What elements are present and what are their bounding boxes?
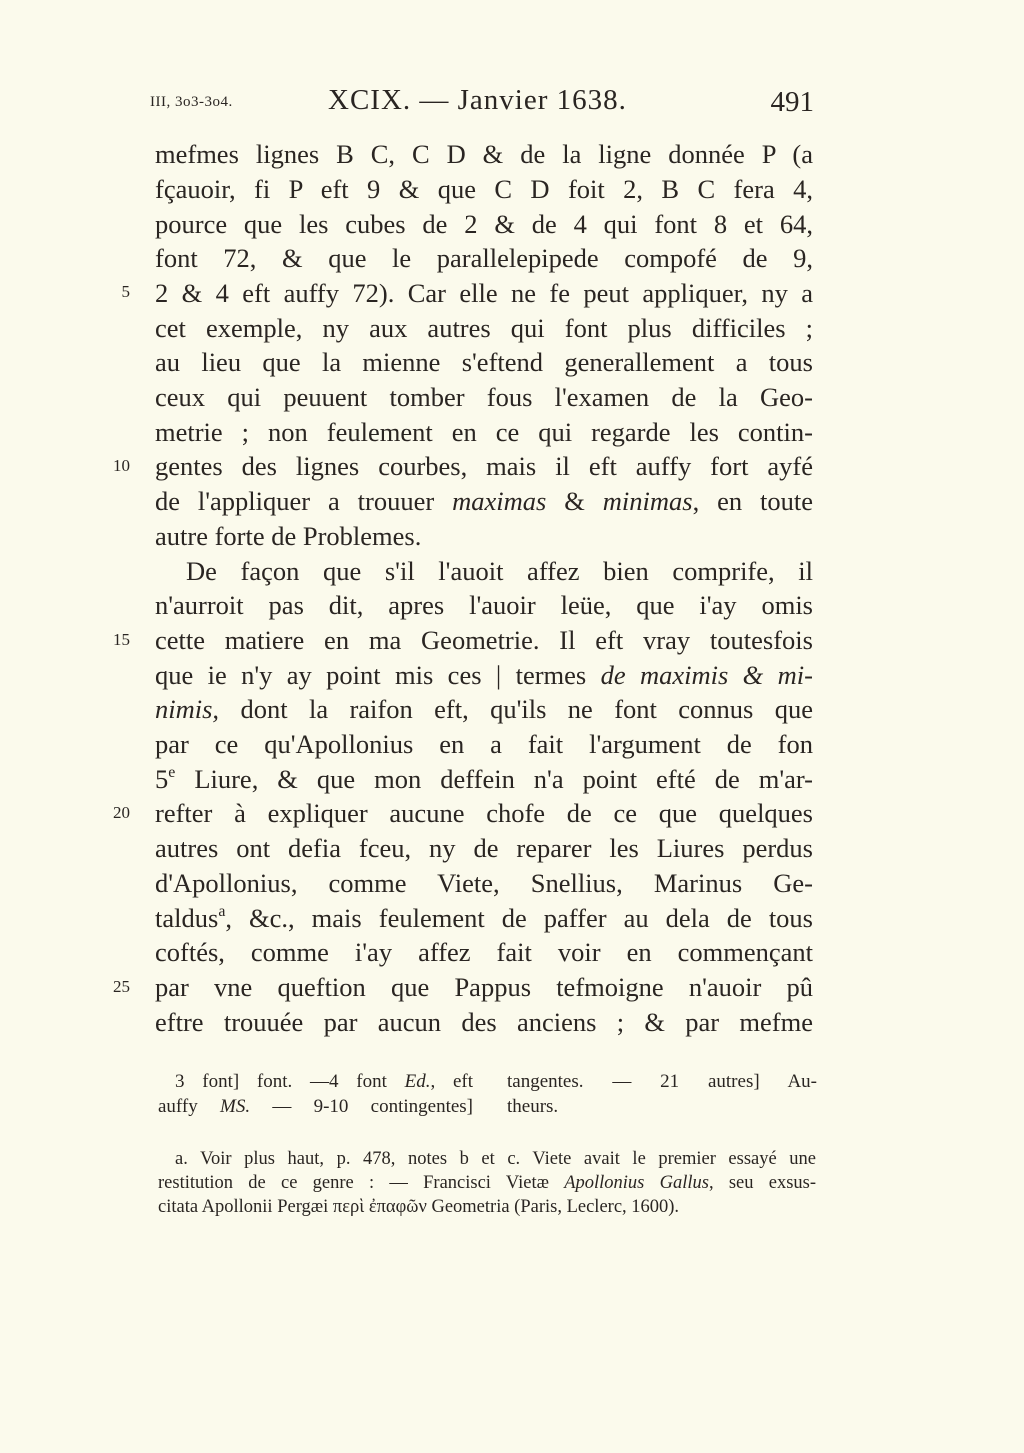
footnote-line	[158, 1171, 816, 1195]
text-line: fçauoir, fi P eft 9 & que C D foit 2, B C fera 4,	[155, 174, 813, 204]
text-line: cet exemple, ny aux autres qui font plus difficiles ;	[155, 313, 813, 343]
text-line: par ce qu'Apollonius en a fait l'argument de fon	[155, 729, 813, 759]
italic-term: minimas	[602, 486, 693, 516]
line-number: 25	[113, 977, 130, 996]
text-line: font 72, & que le parallelepipede compofé de 9,	[155, 243, 813, 273]
variant-line	[158, 1094, 473, 1119]
variant-text: — 9-10 contingentes]	[272, 1096, 474, 1117]
text-line	[155, 901, 813, 935]
text-segment: que ie n'y ay point mis ces | termes	[155, 660, 587, 690]
text-segment: Liure, & que mon deffein n'a point efté de m'ar-	[194, 764, 814, 794]
book-title: Apollonius Gallus	[564, 1173, 709, 1193]
text-segment: &	[564, 486, 585, 516]
page-number: 491	[770, 86, 814, 118]
superscript: e	[168, 763, 176, 781]
running-title: XCIX. — Janvier 1638.	[328, 84, 627, 116]
footnote-text: , seu exsus-	[708, 1173, 817, 1193]
variant-line: theurs.	[507, 1096, 559, 1117]
text-line: au lieu que la mienne s'eftend generallement a tous	[155, 347, 813, 377]
text-line: pource que les cubes de 2 & de 4 qui font 8 et 64,	[155, 209, 813, 239]
text-line: par vne queftion que Pappus tefmoigne n'auoir pû	[155, 972, 813, 1002]
line-number: 10	[113, 456, 130, 475]
volume-reference: III, 3o3-3o4.	[150, 94, 233, 110]
text-line	[155, 484, 813, 518]
text-segment: , &c., mais feulement de paffer au dela de tous	[225, 903, 813, 933]
variant-text: auffy	[158, 1096, 198, 1117]
variant-source: Ed.	[404, 1071, 431, 1092]
text-line: mefmes lignes B C, C D & de la ligne donnée P (a	[155, 139, 813, 169]
footnote-line: a. Voir plus haut, p. 478, notes b et c. Viete avait le premier essayé une	[175, 1149, 816, 1169]
text-line: ceux qui peuuent tomber fous l'examen de la Geo-	[155, 382, 813, 412]
text-line: autres ont defia fceu, ny de reparer les Liures perdus	[155, 833, 813, 863]
text-line	[155, 762, 813, 796]
text-line: De façon que s'il l'auoit affez bien comprife, il	[186, 556, 813, 586]
text-line: n'aurroit pas dit, apres l'auoir leüe, que i'ay omis	[155, 590, 813, 620]
variant-text: 3 font] font. —4 font	[175, 1071, 387, 1092]
text-line	[155, 692, 813, 726]
text-line: coftés, comme i'ay affez fait voir en commençant	[155, 937, 813, 967]
text-line: metrie ; non feulement en ce qui regarde les contin-	[155, 417, 813, 447]
text-line	[155, 658, 813, 692]
text-line: 2 & 4 eft auffy 72). Car elle ne fe peut appliquer, ny a	[155, 278, 813, 308]
text-line: refter à expliquer aucune chofe de ce que quelques	[155, 798, 813, 828]
text-segment: de l'appliquer a trouuer	[155, 486, 435, 516]
text-line: d'Apollonius, comme Viete, Snellius, Marinus Ge-	[155, 868, 813, 898]
text-segment: , en toute	[692, 486, 814, 516]
footnote-line: citata Apollonii Pergæi περὶ ἐπαφῶν Geometria (Paris, Leclerc, 1600).	[158, 1197, 680, 1217]
variant-line: tangentes. — 21 autres] Au-	[507, 1071, 817, 1092]
variant-source: MS.	[220, 1096, 251, 1117]
text-line: eftre trouuée par aucun des anciens ; & par mefme	[155, 1007, 813, 1037]
footnote-marker: a	[218, 902, 226, 920]
text-segment: taldus	[155, 903, 219, 933]
line-number: 15	[113, 630, 130, 649]
italic-term: nimis,	[155, 694, 220, 724]
text-segment: dont la raifon eft, qu'ils ne font connus que	[240, 694, 813, 724]
variant-text: , eft	[430, 1071, 473, 1092]
text-line: autre forte de Problemes.	[155, 521, 422, 551]
line-number: 5	[121, 282, 130, 301]
variant-line	[175, 1069, 473, 1094]
text-segment: 5	[155, 764, 169, 794]
line-number: 20	[113, 803, 130, 822]
text-line: cette matiere en ma Geometrie. Il eft vray toutesfois	[155, 625, 813, 655]
footnote-text: restitution de ce genre : — Francisci Vietæ	[158, 1173, 549, 1193]
italic-term: maximas	[452, 486, 547, 516]
italic-term: de maximis & mi-	[600, 660, 813, 690]
text-line: gentes des lignes courbes, mais il eft auffy fort ayfé	[155, 451, 813, 481]
